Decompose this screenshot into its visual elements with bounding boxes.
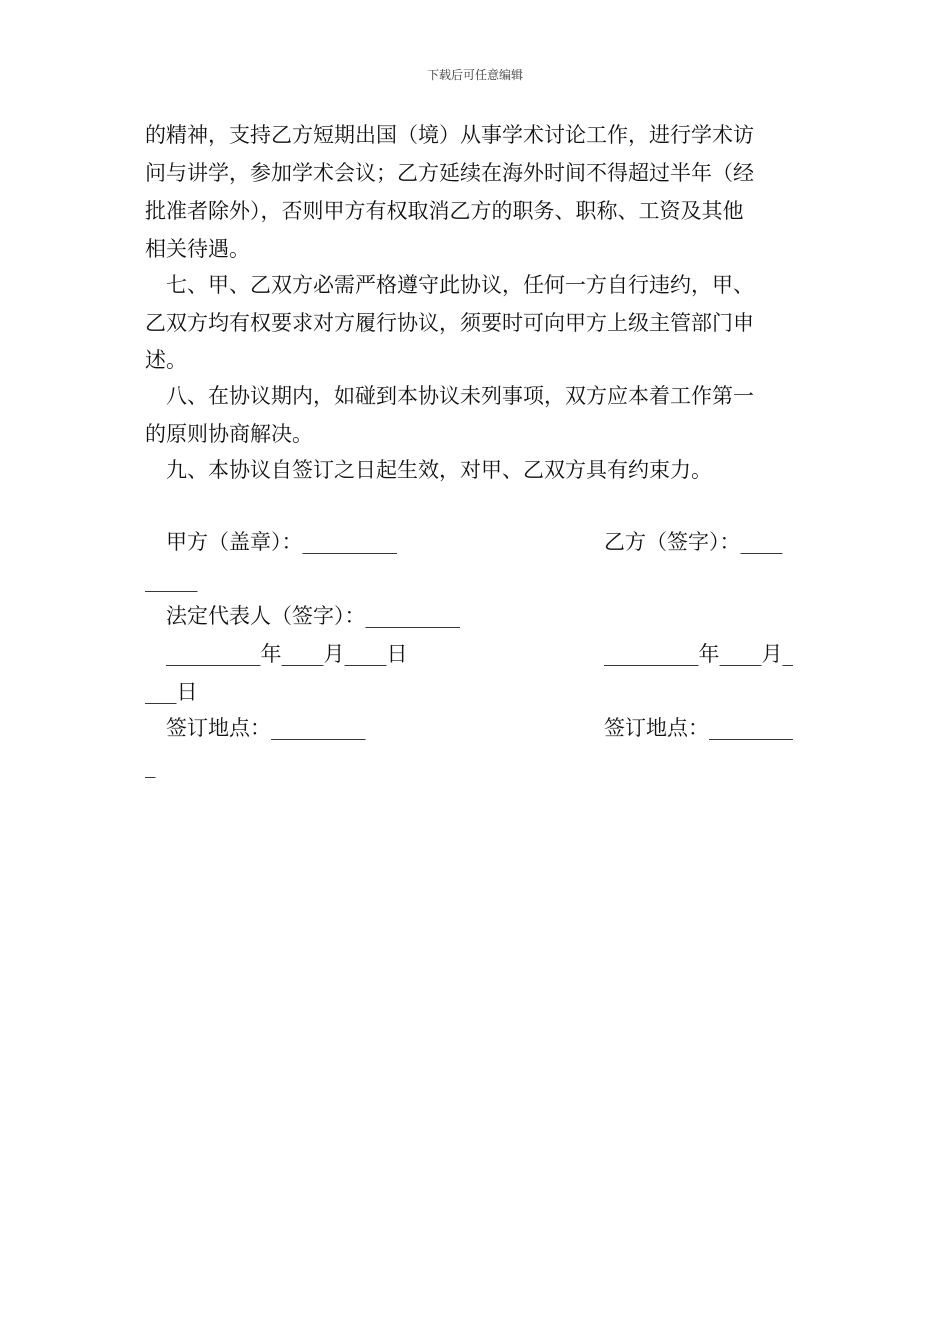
page-header-note: 下载后可任意编辑	[426, 68, 523, 82]
legal-representative-field: 法定代表人（签字）：_________	[166, 604, 460, 628]
paragraph-8-line-1: 八、在协议期内，如碰到本协议未列事项，双方应本着工作第一	[166, 384, 754, 408]
party-b-date-field: _________年____月_	[604, 642, 793, 666]
party-a-signing-place-field: 签订地点：_________	[166, 716, 366, 740]
party-a-date-field: _________年____月____日	[166, 642, 408, 666]
paragraph-6-line-4: 相关待遇。	[145, 237, 250, 261]
paragraph-6-line-2: 问与讲学，参加学术会议；乙方延续在海外时间不得超过半年（经	[145, 161, 754, 185]
paragraph-7-line-2: 乙双方均有权要求对方履行协议，须要时可向甲方上级主管部门申	[145, 311, 754, 335]
party-b-date-field-continued: ___日	[145, 680, 198, 704]
party-b-signature-field: 乙方（签字）：____	[604, 530, 783, 554]
party-b-signature-field-continued: _____	[145, 568, 198, 592]
paragraph-8-line-2: 的原则协商解决。	[145, 422, 313, 446]
paragraph-7-line-1: 七、甲、乙双方必需严格遵守此协议，任何一方自行违约，甲、	[166, 273, 754, 297]
party-a-seal-field: 甲方（盖章）：_________	[166, 530, 397, 554]
paragraph-7-line-3: 述。	[145, 348, 187, 372]
paragraph-6-line-3: 批准者除外），否则甲方有权取消乙方的职务、职称、工资及其他	[145, 199, 744, 223]
party-b-signing-place-field-continued: _	[145, 754, 156, 778]
paragraph-6-line-1: 的精神，支持乙方短期出国（境）从事学术讨论工作，进行学术访	[145, 123, 754, 147]
party-b-signing-place-field: 签订地点：________	[604, 716, 793, 740]
paragraph-9-line-1: 九、本协议自签订之日起生效，对甲、乙双方具有约束力。	[166, 458, 712, 482]
